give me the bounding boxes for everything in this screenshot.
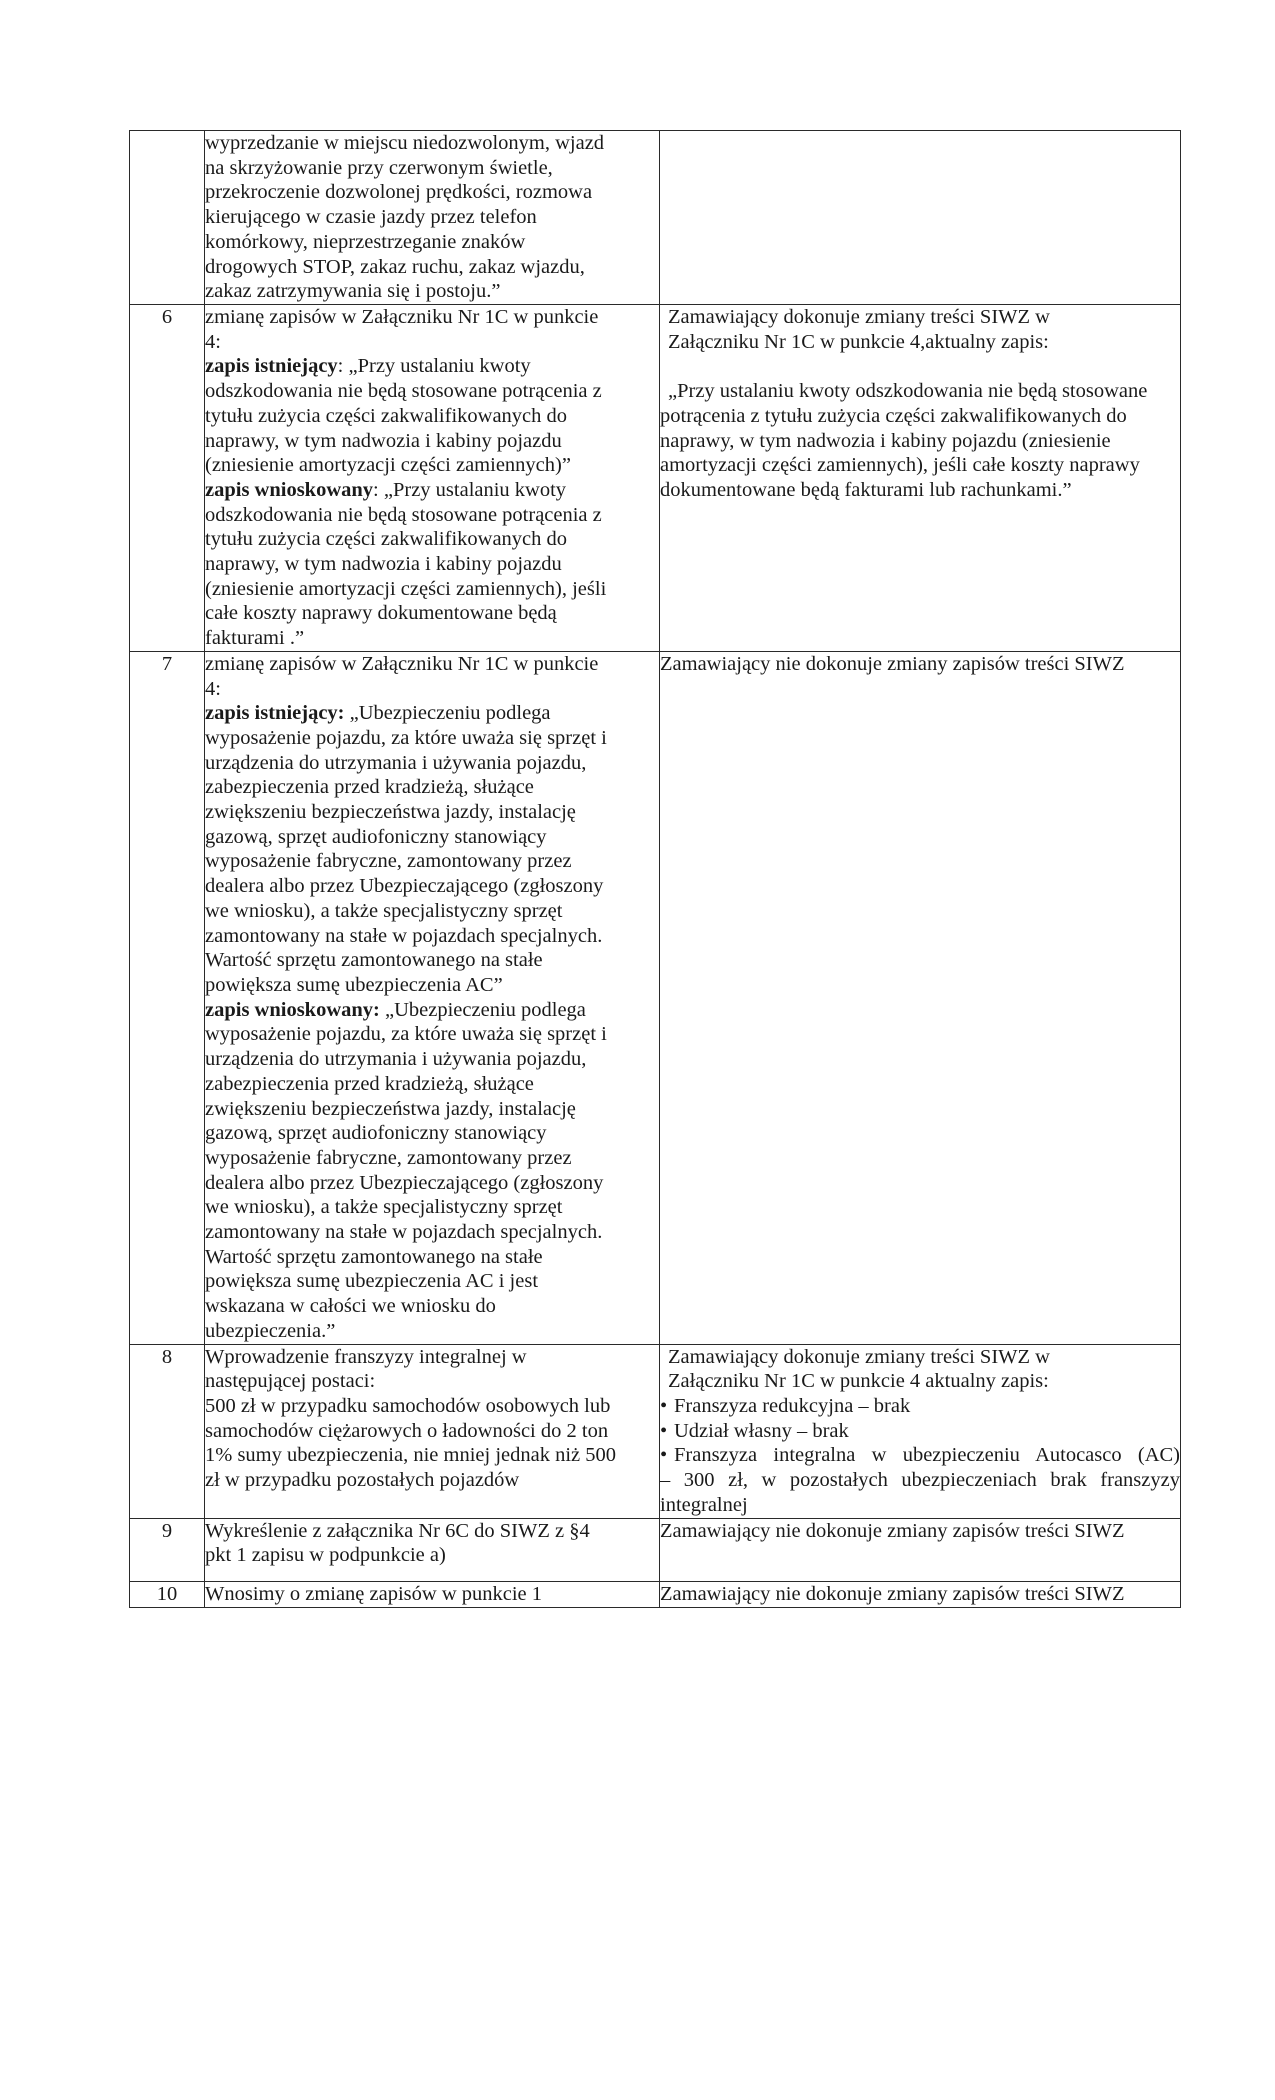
- request-line: zmianę zapisów w Załączniku Nr 1C w punkcie: [205, 306, 599, 328]
- request-line: 4:: [205, 677, 221, 700]
- bullet-icon: •: [660, 1444, 668, 1467]
- proposed-clause-label: zapis wnioskowany:: [205, 998, 380, 1021]
- row-number: [130, 131, 205, 305]
- request-line: następującej postaci:: [205, 1370, 376, 1393]
- request-line: fakturami .”: [205, 627, 305, 650]
- spacer: [660, 354, 1180, 379]
- answer-line: amortyzacji części zamiennych), jeśli całe koszty naprawy: [660, 454, 1140, 477]
- request-line: (zniesienie amortyzacji części zamiennych)”: [205, 454, 571, 477]
- request-line: komórkowy, nieprzestrzeganie znaków: [205, 230, 526, 253]
- answer-bullet: [660, 1443, 1180, 1468]
- request-line: we wniosku), a także specjalistyczny sprzęt: [205, 1196, 563, 1219]
- row-number: 6: [130, 305, 205, 652]
- answer-cell: [660, 1581, 1181, 1607]
- answer-cell: [660, 305, 1181, 652]
- request-cell: [205, 131, 660, 305]
- request-line: naprawy, w tym nadwozia i kabiny pojazdu: [205, 429, 562, 452]
- answer-cell: [660, 651, 1181, 1344]
- request-cell: [205, 651, 660, 1344]
- request-line: tytułu zużycia części zakwalifikowanych do: [205, 528, 568, 551]
- request-line: „Ubezpieczeniu podlega: [344, 702, 551, 725]
- table-row: [130, 1518, 1181, 1581]
- request-line: zabezpieczenia przed kradzieżą, służące: [205, 1072, 534, 1095]
- bullet-text: Franszyza integralna w ubezpieczeniu Autocasco (AC): [674, 1444, 1180, 1467]
- request-line: wyprzedzanie w miejscu niedozwolonym, wjazd: [205, 132, 605, 154]
- bullet-text: Udział własny – brak: [674, 1419, 849, 1442]
- request-line: zł w przypadku pozostałych pojazdów: [205, 1469, 520, 1492]
- request-line: całe koszty naprawy dokumentowane będą: [205, 602, 557, 625]
- request-line: wyposażenie pojazdu, za które uważa się sprzęt i: [205, 726, 607, 749]
- existing-clause-label: zapis istniejący: [205, 355, 338, 378]
- proposed-clause-line: [205, 478, 659, 503]
- request-line: samochodów ciężarowych o ładowności do 2 ton: [205, 1419, 609, 1442]
- answer-line: Zamawiający dokonuje zmiany treści SIWZ w: [668, 306, 1050, 328]
- request-line: zmianę zapisów w Załączniku Nr 1C w punkcie: [205, 652, 599, 675]
- answer-cell: [660, 1344, 1181, 1518]
- table-row: [130, 131, 1181, 305]
- request-cell: [205, 1518, 660, 1581]
- request-line: dealera albo przez Ubezpieczającego (zgłoszony: [205, 875, 604, 898]
- answer-line: – 300 zł, w pozostałych ubezpieczeniach brak franszyzy: [660, 1469, 1180, 1492]
- request-line: wyposażenie pojazdu, za które uważa się sprzęt i: [205, 1023, 607, 1046]
- answer-line: Zamawiający nie dokonuje zmiany zapisów treści SIWZ: [660, 1582, 1125, 1605]
- request-line: 1% sumy ubezpieczenia, nie mniej jednak niż 500: [205, 1444, 617, 1467]
- request-line: tytułu zużycia części zakwalifikowanych do: [205, 404, 568, 427]
- answer-line: naprawy, w tym nadwozia i kabiny pojazdu (zniesienie: [660, 429, 1111, 452]
- row-number: 8: [130, 1344, 205, 1518]
- proposed-clause-label: zapis wnioskowany: [205, 478, 374, 501]
- answer-bullet: [660, 1419, 1180, 1444]
- request-line: (zniesienie amortyzacji części zamiennych), jeśli: [205, 577, 607, 600]
- answer-bullet: [660, 1394, 1180, 1419]
- request-line: wskazana w całości we wniosku do: [205, 1295, 496, 1318]
- table-row: [130, 651, 1181, 1344]
- request-line: zamontowany na stałe w pojazdach specjalnych.: [205, 924, 603, 947]
- request-line: kierującego w czasie jazdy przez telefon: [205, 206, 537, 229]
- existing-clause-line: [205, 701, 659, 726]
- request-line: 500 zł w przypadku samochodów osobowych lub: [205, 1394, 611, 1417]
- answer-line: Zamawiający nie dokonuje zmiany zapisów treści SIWZ: [660, 652, 1125, 675]
- request-line: urządzenia do utrzymania i używania pojazdu,: [205, 1048, 587, 1071]
- request-line: 4:: [205, 330, 221, 353]
- request-line: pkt 1 zapisu w podpunkcie a): [205, 1544, 446, 1567]
- request-line: na skrzyżowanie przy czerwonym świetle,: [205, 156, 553, 179]
- answer-line: potrącenia z tytułu zużycia części zakwalifikowanych do: [660, 404, 1127, 427]
- request-line: zamontowany na stałe w pojazdach specjalnych.: [205, 1221, 603, 1244]
- request-line: Wartość sprzętu zamontowanego na stałe: [205, 1245, 543, 1268]
- request-line: Wykreślenie z załącznika Nr 6C do SIWZ z §4: [205, 1519, 590, 1542]
- request-line: Wartość sprzętu zamontowanego na stałe: [205, 949, 543, 972]
- answer-line: dokumentowane będą fakturami lub rachunkami.”: [660, 478, 1072, 501]
- request-line: ubezpieczenia.”: [205, 1319, 336, 1342]
- questions-answers-table: [129, 130, 1181, 1608]
- request-line: zabezpieczenia przed kradzieżą, służące: [205, 776, 534, 799]
- answer-cell: [660, 131, 1181, 305]
- request-line: zwiększeniu bezpieczeństwa jazdy, instalację: [205, 1097, 576, 1120]
- answer-line: integralnej: [660, 1493, 748, 1516]
- request-line: : „Przy ustalaniu kwoty: [337, 355, 531, 378]
- answer-cell: [660, 1518, 1181, 1581]
- request-line: we wniosku), a także specjalistyczny sprzęt: [205, 899, 563, 922]
- existing-clause-line: [205, 354, 659, 379]
- bullet-icon: •: [660, 1394, 668, 1417]
- table-row: [130, 1344, 1181, 1518]
- table-row: [130, 305, 1181, 652]
- request-cell: [205, 1581, 660, 1607]
- bullet-icon: •: [660, 1419, 668, 1442]
- request-line: Wnosimy o zmianę zapisów w punkcie 1: [205, 1582, 543, 1605]
- request-line: dealera albo przez Ubezpieczającego (zgłoszony: [205, 1171, 604, 1194]
- request-line: wyposażenie fabryczne, zamontowany przez: [205, 850, 572, 873]
- request-line: : „Przy ustalaniu kwoty: [373, 478, 567, 501]
- request-line: „Ubezpieczeniu podlega: [379, 998, 586, 1021]
- request-line: gazową, sprzęt audiofoniczny stanowiący: [205, 825, 547, 848]
- existing-clause-label: zapis istniejący:: [205, 702, 345, 725]
- row-number: 9: [130, 1518, 205, 1581]
- request-line: naprawy, w tym nadwozia i kabiny pojazdu: [205, 553, 562, 576]
- request-line: powiększa sumę ubezpieczenia AC i jest: [205, 1270, 539, 1293]
- request-line: odszkodowania nie będą stosowane potrącenia z: [205, 380, 602, 403]
- request-line: odszkodowania nie będą stosowane potrącenia z: [205, 503, 602, 526]
- request-cell: [205, 1344, 660, 1518]
- row-number: 7: [130, 651, 205, 1344]
- request-line: Wprowadzenie franszyzy integralnej w: [205, 1345, 527, 1368]
- answer-line: Załączniku Nr 1C w punkcie 4 aktualny zapis:: [668, 1370, 1049, 1393]
- answer-line: Załączniku Nr 1C w punkcie 4,aktualny zapis:: [668, 330, 1049, 353]
- request-line: zakaz zatrzymywania się i postoju.”: [205, 280, 501, 303]
- answer-line: „Przy ustalaniu kwoty odszkodowania nie będą stosowane: [668, 380, 1148, 403]
- bullet-text: Franszyza redukcyjna – brak: [674, 1394, 911, 1417]
- request-line: zwiększeniu bezpieczeństwa jazdy, instalację: [205, 801, 576, 824]
- request-line: drogowych STOP, zakaz ruchu, zakaz wjazdu,: [205, 255, 585, 278]
- request-line: urządzenia do utrzymania i używania pojazdu,: [205, 751, 587, 774]
- request-line: wyposażenie fabryczne, zamontowany przez: [205, 1146, 572, 1169]
- proposed-clause-line: [205, 998, 659, 1023]
- request-line: gazową, sprzęt audiofoniczny stanowiący: [205, 1122, 547, 1145]
- request-line: powiększa sumę ubezpieczenia AC”: [205, 973, 503, 996]
- request-cell: [205, 305, 660, 652]
- request-line: przekroczenie dozwolonej prędkości, rozmowa: [205, 181, 593, 204]
- answer-line: Zamawiający dokonuje zmiany treści SIWZ w: [668, 1345, 1050, 1368]
- answer-line: Zamawiający nie dokonuje zmiany zapisów treści SIWZ: [660, 1519, 1125, 1542]
- table-row: [130, 1581, 1181, 1607]
- row-number: 10: [130, 1581, 205, 1607]
